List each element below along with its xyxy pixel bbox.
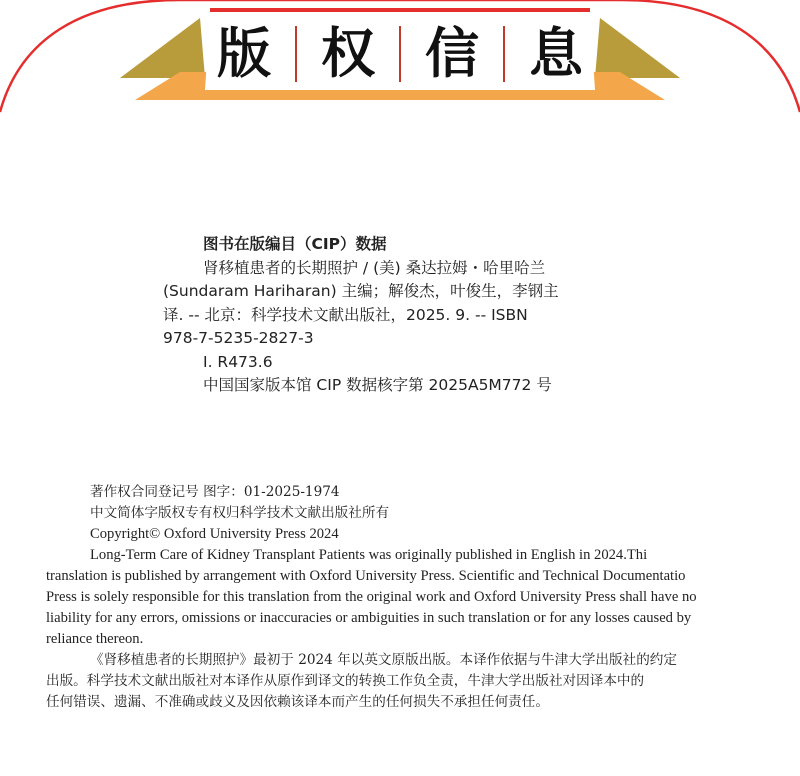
banner (0, 0, 800, 115)
banner-separator (295, 26, 297, 82)
copyright-block (46, 482, 766, 713)
banner-char-3: 信 (425, 22, 479, 85)
banner-top-bar (210, 8, 590, 12)
contract-registration: 著作权合同登记号 图字：01-2025-1974 (90, 484, 340, 500)
banner-left-wing (120, 18, 205, 78)
cip-title-line: 肾移植患者的长期照护 / (美) 桑达拉姆・哈里哈兰 (203, 258, 546, 277)
banner-char-4: 息 (529, 22, 583, 85)
cip-approval-number: 中国国家版本馆 CIP 数据核字第 2025A5M772 号 (203, 376, 552, 394)
banner-separator (399, 26, 401, 82)
cip-author-line: (Sundaram Hariharan) 主编；解俊杰，叶俊生，李钢主 (163, 282, 559, 300)
chinese-notice-line: 出版。科学技术文献出版社对本译作从原作到译文的转换工作负全责，牛津大学出版社对因译本中的 (46, 673, 645, 689)
banner-separator (503, 26, 505, 82)
english-notice-line: Long-Term Care of Kidney Transplant Patients was originally published in English in 2024.Thi (90, 547, 648, 563)
cip-block (163, 233, 633, 398)
rights-statement: 中文简体字版权专有权归科学技术文献出版社所有 (90, 505, 390, 521)
banner-right-wing (595, 18, 680, 78)
oup-copyright: Copyright© Oxford University Press 2024 (90, 526, 339, 542)
chinese-notice-line: 《肾移植患者的长期照护》最初于 2024 年以英文原版出版。本译作依据与牛津大学出版社的约定 (90, 652, 677, 668)
chinese-notice-line: 任何错误、遗漏、不准确或歧义及因依赖该译本而产生的任何损失不承担任何责任。 (46, 694, 549, 710)
english-notice-line: reliance thereon. (46, 631, 144, 647)
english-notice-line: translation is published by arrangement with Oxford University Press. Scientific and Technical Documentatio (46, 568, 686, 584)
english-notice-line: Press is solely responsible for this translation from the original work and Oxford University Press shall have no (46, 589, 697, 605)
cip-isbn-line: 978-7-5235-2827-3 (163, 329, 314, 347)
english-notice-line: liability for any errors, omissions or inaccuracies or ambiguities in such translation or for any losses caused by (46, 610, 692, 626)
banner-title (205, 18, 595, 90)
cip-publisher-line: 译. -- 北京：科学技术文献出版社，2025. 9. -- ISBN (163, 305, 528, 324)
banner-char-2: 权 (321, 22, 375, 85)
banner-char-1: 版 (217, 22, 271, 85)
cip-classification: Ⅰ. R473.6 (203, 352, 273, 371)
cip-heading: 图书在版编目（CIP）数据 (203, 235, 387, 253)
